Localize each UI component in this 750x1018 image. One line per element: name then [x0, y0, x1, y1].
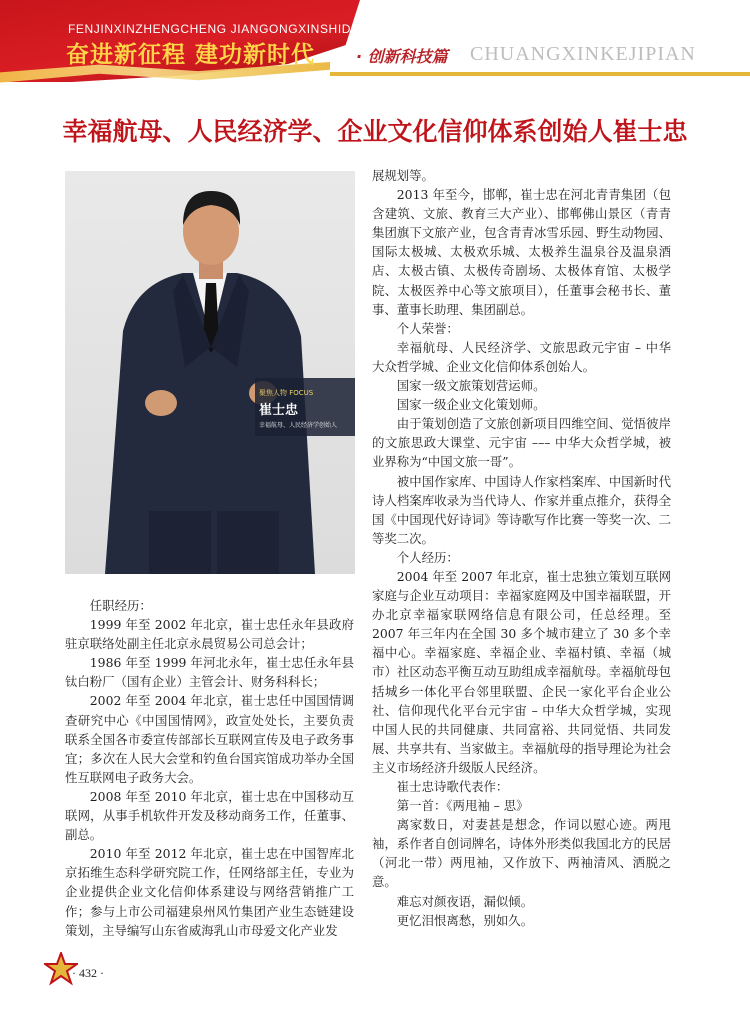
portrait-illustration: [65, 171, 355, 574]
paragraph: 国家一级文旅策划营运师。: [396, 378, 546, 394]
paragraph: 个人经历：: [396, 549, 459, 565]
paragraph: 由于策划创造了文旅创新项目四维空间、觉悟彼岸的文旅思政大课堂、元宇宙 ––– 中华大众哲学城，被业界称为“中国文旅一哥”。: [372, 416, 671, 470]
paragraph: 难忘对颜夜语，漏似倾。: [396, 893, 534, 909]
photo-caption: [255, 378, 355, 436]
paragraph: 国家一级企业文化策划师。: [396, 397, 546, 413]
paragraph: 任职经历：: [89, 598, 152, 613]
paragraph: 崔士忠诗歌代表作：: [396, 779, 509, 794]
paragraph: 1986 年至 1999 年河北永年，崔士忠任永年县钛白粉厂（国有企业）主管会计、财务科科长；: [65, 655, 354, 690]
caption-subtitle: 幸福航母、人民经济学创始人: [259, 422, 338, 429]
header-pinyin: FENJINXINZHENGCHENG JIANGONGXINSHIDAI: [68, 22, 364, 36]
header-rule: [330, 72, 750, 76]
paragraph: 离家数日，对妻甚是想念，作词以慰心迹。两甩袖，系作者自创词牌名，诗体外形类似我国北方的民居（河北一带）两甩袖，又作放下、两袖清风、洒脱之意。: [372, 817, 671, 890]
body-left-column: [65, 596, 354, 940]
page-number: · 432 ·: [72, 966, 104, 980]
paragraph: 2010 年至 2012 年北京，崔士忠在中国智库北京拓维生态科学研究院工作，任网络部主任，专业为企业提供企业文化信仰体系建设与网络营销推广工作；参与上市公司福建泉州风竹集团产业生态链建设策划，主导编写山东省威海乳山市母爱文化产业发: [65, 846, 354, 938]
caption-name: 崔士忠: [259, 403, 299, 418]
section-name-en: CHUANGXINKEJIPIAN: [470, 43, 696, 65]
paragraph: 第一首：《两甩袖 – 思》: [396, 798, 529, 814]
article-title: 幸福航母、人民经济学、企业文化信仰体系创始人崔士忠: [62, 117, 688, 146]
header-slogan: 奋进新征程 建功新时代: [66, 42, 316, 68]
paragraph: 1999 年至 2002 年北京，崔士忠任永年县政府驻京联络处副主任北京永晨贸易公司总会计；: [65, 617, 354, 652]
body-right-column: [372, 166, 671, 930]
paragraph: 更忆泪恨离愁，别如久。: [396, 912, 534, 928]
paragraph: 2008 年至 2010 年北京，崔士忠在中国移动互联网，从事手机软件开发及移动商务工作，任董事、副总。: [65, 788, 354, 843]
paragraph: 展规划等。: [372, 168, 434, 183]
paragraph: 2004 年至 2007 年北京，崔士忠独立策划互联网家庭与企业互动项目：幸福家庭网及中国幸福联盟，开办北京幸福家联网络信息有限公司，任总经理。至 2007 年三年内在全国 30 多个城市建立了 30 多个幸福中心。幸福家庭、幸福企业、幸福村镇、幸福（城市）社区动态平衡互动互助组成幸福航母。幸福航母包括城乡一体化平台邻里联盟、企民一家化平台企业公社、信仰现代化平台元宇宙 – 中华大众哲学城，实现中国人民的共同健康、共同富裕、共同觉悟、共同发展、共享共有、当家做主。幸福航母的指导理论为社会主义市场经济升级版人民经济。: [372, 568, 671, 775]
caption-label: 聚焦人物 FOCUS: [259, 389, 314, 397]
portrait-photo: [65, 171, 355, 574]
paragraph: 幸福航母、人民经济学、文旅思政元宇宙 – 中华大众哲学城、企业文化信仰体系创始人。: [372, 339, 671, 374]
paragraph: 2013 年至今，邯郸，崔士忠在河北青青集团（包含建筑、文旅、教育三大产业）、邯郸佛山景区（青青集团旗下文旅产业，包含青青冰雪乐园、野生动物园、国际太极城、太极欢乐城、太极养生温泉谷及温泉酒店、太极古镇、太极传奇剧场、太极体育馆、太极学院、太极医养中心等文旅项目），任董事会秘书长、董事、董事长助理、集团副总。: [372, 187, 671, 317]
paragraph: 2002 年至 2004 年北京，崔士忠任中国国情调查研究中心《中国国情网》，政宣处处长，主要负责联系全国各市委宣传部部长互联网宣传及电子政务事宜；多次在人民大会堂和钓鱼台国宾馆成功举办全国性互联网电子政务大会。: [65, 693, 354, 785]
section-name: · 创新科技篇: [356, 47, 448, 66]
paragraph: 被中国作家库、中国诗人作家档案库、中国新时代诗人档案库收录为当代诗人、作家并重点推介，获得全国《中国现代好诗词》等诗歌写作比赛一等奖一次、二等奖二次。: [372, 473, 671, 546]
paragraph: 个人荣誉：: [396, 320, 459, 336]
